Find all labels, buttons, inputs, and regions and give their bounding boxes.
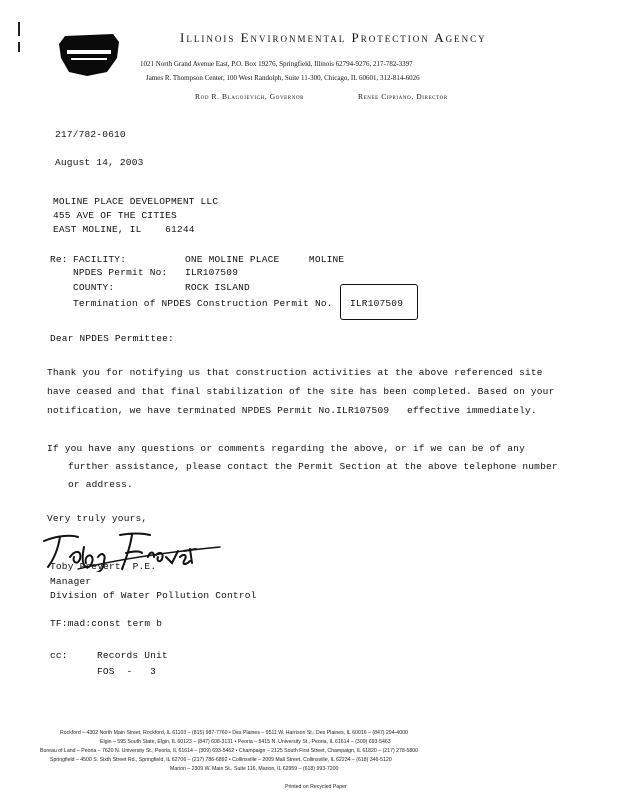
signatory-title: Manager bbox=[50, 576, 92, 587]
paragraph-1-line-2: have ceased and that final stabilization of the site has been completed. Based on your bbox=[47, 386, 555, 397]
signatory-name: Toby Frevert, P.E. bbox=[50, 561, 157, 572]
agency-logo-icon bbox=[55, 28, 125, 80]
recycled-paper-note: Printed on Recycled Paper bbox=[285, 784, 347, 790]
director: Renee Cipriano, Director bbox=[358, 92, 448, 101]
paragraph-2-line-2: further assistance, please contact the Permit Section at the above telephone number bbox=[68, 461, 558, 472]
cc-label: cc: bbox=[50, 650, 68, 661]
cc-line-1: Records Unit bbox=[97, 650, 168, 661]
footer-offices-line-3: Bureau of Land – Peoria – 7620 N. University St., Peoria, IL 61614 – (309) 693-5462 • Champaign – 2125 South First Street, Champaign, IL 61820 – (217) 278-5800 bbox=[40, 748, 419, 754]
recipient-line-3: EAST MOLINE, IL 61244 bbox=[53, 224, 195, 235]
termination-value: ILR107509 bbox=[350, 298, 404, 309]
footer-offices-line-4: Springfield – 4500 S. Sixth Street Rd., Springfield, IL 62706 – (217) 786-6892 • Collinsville – 2009 Mall Street, Collinsville, IL 62234 – (618) 346-5120 bbox=[50, 757, 392, 763]
footer-offices-line-1: Rockford – 4302 North Main Street, Rockford, IL 61103 – (815) 987-7760 • Des Plaines – 9511 W. Harrison St., Des Plaines, IL 60016 – (847) 294-4000 bbox=[60, 730, 408, 736]
salutation: Dear NPDES Permittee: bbox=[50, 333, 174, 344]
county-label: COUNTY: bbox=[73, 282, 115, 293]
closing: Very truly yours, bbox=[47, 513, 148, 524]
re-label: Re: bbox=[50, 254, 68, 265]
governor: Rod R. Blagojevich, Governor bbox=[195, 92, 305, 101]
paragraph-1-line-1: Thank you for notifying us that construction activities at the above referenced site bbox=[47, 367, 543, 378]
footer-offices-line-2: Elgin – 595 South State, Elgin, IL 60123 – (847) 608-3131 • Peoria – 5415 N. University St., Peoria, IL 61614 – (309) 693-5463 bbox=[100, 739, 391, 745]
facility-value: ONE MOLINE PLACE MOLINE bbox=[185, 254, 345, 265]
termination-label: Termination of NPDES Construction Permit No. bbox=[73, 298, 333, 309]
permit-label: NPDES Permit No: bbox=[73, 267, 168, 278]
agency-address-chicago: James R. Thompson Center, 100 West Randolph, Suite 11-300, Chicago, IL 60601, 312-814-6026 bbox=[146, 74, 420, 82]
paragraph-2-line-1: If you have any questions or comments regarding the above, or if we can be of any bbox=[47, 443, 525, 454]
paragraph-1-line-3: notification, we have terminated NPDES Permit No.ILR107509 effective immediately. bbox=[47, 405, 537, 416]
signatory-division: Division of Water Pollution Control bbox=[50, 590, 257, 601]
agency-address-springfield: 1021 North Grand Avenue East, P.O. Box 19276, Springfield, Illinois 62794-9276, 217-782-3397 bbox=[140, 60, 413, 68]
margin-mark bbox=[18, 42, 20, 52]
reference-initials: TF:mad:const term b bbox=[50, 618, 163, 629]
recipient-line-2: 455 AVE OF THE CITIES bbox=[53, 210, 177, 221]
footer-offices-line-5: Marion – 2309 W. Main St., Suite 116, Marion, IL 62959 – (618) 993-7200 bbox=[170, 766, 339, 772]
recipient-line-1: MOLINE PLACE DEVELOPMENT LLC bbox=[53, 196, 219, 207]
margin-mark bbox=[18, 22, 20, 36]
paragraph-2-line-3: or address. bbox=[68, 479, 133, 490]
letter-date: August 14, 2003 bbox=[55, 157, 144, 168]
county-value: ROCK ISLAND bbox=[185, 282, 250, 293]
facility-label: FACILITY: bbox=[73, 254, 127, 265]
agency-name: Illinois Environmental Protection Agency bbox=[180, 30, 487, 45]
permit-value: ILR107509 bbox=[185, 267, 239, 278]
permit-number-box bbox=[340, 284, 418, 320]
phone-number: 217/782-0610 bbox=[55, 129, 126, 140]
cc-line-2: FOS - 3 bbox=[97, 666, 157, 677]
